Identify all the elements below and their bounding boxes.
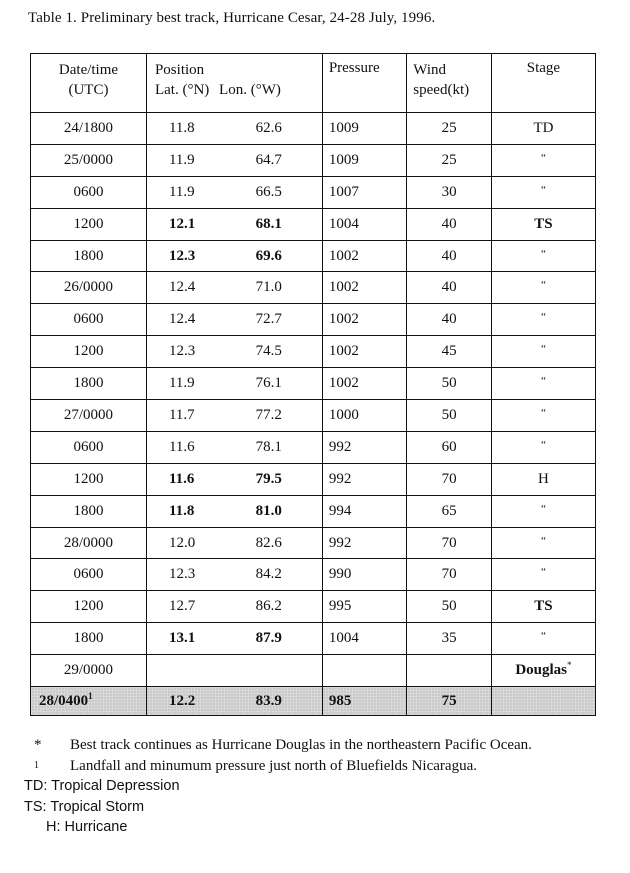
cell-lat: 13.1 xyxy=(168,630,196,647)
table-caption: Table 1. Preliminary best track, Hurricane Cesar, 24-28 July, 1996. xyxy=(28,10,436,26)
cell-stage xyxy=(491,208,595,240)
cell-stage xyxy=(491,144,595,176)
cell-wind: 65 xyxy=(407,495,492,527)
table-body xyxy=(31,113,596,716)
header-wind-line1: Wind xyxy=(413,62,447,78)
cell-pressure: 1002 xyxy=(322,368,406,400)
cell-lat: 12.1 xyxy=(168,215,196,232)
cell-wind: 40 xyxy=(407,304,492,336)
cell-stage xyxy=(491,559,595,591)
cell-lat: 11.9 xyxy=(168,183,195,200)
cell-lon: 74.5 xyxy=(255,343,282,360)
cell-pressure: 992 xyxy=(322,527,406,559)
cell-wind: 45 xyxy=(407,336,492,368)
cell-wind: 40 xyxy=(407,272,492,304)
stage-label: “ xyxy=(540,566,546,579)
cell-wind: 25 xyxy=(407,113,492,145)
cell-pressure: 1000 xyxy=(322,400,406,432)
cell-position xyxy=(146,527,322,559)
cell-datetime: 1200 xyxy=(31,591,147,623)
cell-lat: 12.4 xyxy=(168,279,196,296)
cell-lon: 77.2 xyxy=(255,406,282,423)
cell-lon: 72.7 xyxy=(255,311,282,328)
stage-label: “ xyxy=(540,502,546,515)
cell-datetime: 0600 xyxy=(31,559,147,591)
cell-pressure: 1002 xyxy=(322,336,406,368)
cell-wind: 35 xyxy=(407,623,492,655)
cell-stage xyxy=(491,113,595,145)
cell-wind: 50 xyxy=(407,368,492,400)
footnote-star xyxy=(24,735,532,756)
stage-label: “ xyxy=(540,406,546,419)
stage-label: “ xyxy=(540,247,546,260)
cell-datetime: 28/0000 xyxy=(31,527,147,559)
cell-stage xyxy=(491,623,595,655)
cell-stage xyxy=(491,304,595,336)
cell-position xyxy=(146,368,322,400)
cell-pressure: 1004 xyxy=(322,623,406,655)
cell-position xyxy=(146,400,322,432)
legend-ts: TS: Tropical Storm xyxy=(24,798,145,815)
table-row xyxy=(31,304,596,336)
cell-wind: 70 xyxy=(407,463,492,495)
cell-pressure: 1002 xyxy=(322,272,406,304)
cell-wind: 70 xyxy=(407,559,492,591)
footnote-star-mark: * xyxy=(34,737,42,753)
cell-position xyxy=(146,304,322,336)
stage-label: “ xyxy=(540,343,546,356)
stage-label: H xyxy=(538,470,549,487)
cell-lat: 11.9 xyxy=(168,151,195,168)
cell-datetime: 24/1800 xyxy=(31,113,147,145)
stage-label: TS xyxy=(534,215,553,232)
stage-label: “ xyxy=(540,375,546,388)
cell-lon: 79.5 xyxy=(255,470,282,487)
cell-lon: 69.6 xyxy=(255,247,282,264)
header-wind-line2: speed(kt) xyxy=(413,82,470,98)
cell-lon: 84.2 xyxy=(255,566,282,583)
landfall-stage xyxy=(491,687,595,716)
stage-label: “ xyxy=(540,438,546,451)
cell-datetime: 1200 xyxy=(31,336,147,368)
cell-position xyxy=(146,240,322,272)
cell-wind: 70 xyxy=(407,527,492,559)
footnotes xyxy=(24,735,532,838)
table-row xyxy=(31,655,596,687)
cell-datetime: 0600 xyxy=(31,304,147,336)
header-pressure: Pressure xyxy=(322,54,406,113)
cell-datetime: 1800 xyxy=(31,368,147,400)
cell-lon: 78.1 xyxy=(255,438,282,455)
cell-wind: 40 xyxy=(407,208,492,240)
cell-pressure: 994 xyxy=(322,495,406,527)
cell-datetime: 1800 xyxy=(31,495,147,527)
cell-stage xyxy=(491,463,595,495)
table-row xyxy=(31,431,596,463)
stage-label: “ xyxy=(540,311,546,324)
cell-lon: 87.9 xyxy=(255,630,282,647)
stage-label: “ xyxy=(540,534,546,547)
cell-datetime: 1800 xyxy=(31,240,147,272)
header-datetime-line1: Date/time xyxy=(58,62,119,78)
stage-label: “ xyxy=(540,151,546,164)
table-row xyxy=(31,591,596,623)
cell-pressure: 1004 xyxy=(322,208,406,240)
cell-datetime: 27/0000 xyxy=(31,400,147,432)
header-stage: Stage xyxy=(491,54,595,113)
cell-position xyxy=(146,336,322,368)
table-row xyxy=(31,559,596,591)
header-position xyxy=(146,54,322,113)
cell-position xyxy=(146,272,322,304)
cell-lon: 68.1 xyxy=(255,215,282,232)
table-row xyxy=(31,495,596,527)
cell-wind: 30 xyxy=(407,176,492,208)
footnote-one-text: Landfall and minumum pressure just north of Bluefields Nicaragua. xyxy=(70,757,477,774)
cell-wind: 50 xyxy=(407,591,492,623)
cell-pressure: 990 xyxy=(322,559,406,591)
cell-pressure xyxy=(322,655,406,687)
header-lon: Lon. (°W) xyxy=(219,82,281,98)
stage-label: “ xyxy=(540,183,546,196)
cell-stage xyxy=(491,368,595,400)
cell-pressure: 1002 xyxy=(322,240,406,272)
cell-lat: 12.4 xyxy=(168,311,196,328)
cell-position xyxy=(146,495,322,527)
cell-lat: 12.3 xyxy=(168,566,196,583)
cell-stage xyxy=(491,240,595,272)
landfall-datetime-text: 28/0400 xyxy=(39,692,89,709)
cell-lon: 71.0 xyxy=(255,279,282,296)
footnote-star-ref: * xyxy=(567,660,572,671)
table-row xyxy=(31,176,596,208)
landfall-wind: 75 xyxy=(407,687,492,716)
cell-stage xyxy=(491,495,595,527)
cell-position xyxy=(146,655,322,687)
cell-lat: 12.3 xyxy=(168,343,196,360)
landfall-row xyxy=(31,687,596,716)
cell-stage xyxy=(491,431,595,463)
cell-wind: 50 xyxy=(407,400,492,432)
stage-label: “ xyxy=(540,630,546,643)
cell-lat: 11.7 xyxy=(168,406,195,423)
cell-stage xyxy=(491,591,595,623)
header-position-label: Position xyxy=(154,62,205,78)
cell-datetime: 0600 xyxy=(31,431,147,463)
cell-position xyxy=(146,623,322,655)
cell-wind: 60 xyxy=(407,431,492,463)
cell-lat: 12.7 xyxy=(168,598,196,615)
table-row xyxy=(31,272,596,304)
cell-datetime: 29/0000 xyxy=(31,655,147,687)
footnote-one-mark: 1 xyxy=(34,759,39,771)
cell-position xyxy=(146,144,322,176)
cell-lon: 86.2 xyxy=(255,598,282,615)
cell-datetime: 0600 xyxy=(31,176,147,208)
legend-td: TD: Tropical Depression xyxy=(24,778,180,794)
cell-pressure: 1009 xyxy=(322,144,406,176)
cell-pressure: 992 xyxy=(322,463,406,495)
table-row xyxy=(31,144,596,176)
cell-pressure: 1007 xyxy=(322,176,406,208)
cell-position xyxy=(146,591,322,623)
stage-label: TS xyxy=(534,598,553,615)
header-wind xyxy=(407,54,492,113)
cell-stage xyxy=(491,400,595,432)
header-lat: Lat. (°N) xyxy=(154,82,210,98)
table-row xyxy=(31,527,596,559)
cell-stage xyxy=(491,272,595,304)
cell-position xyxy=(146,113,322,145)
landfall-lat: 12.2 xyxy=(168,692,196,709)
cell-position xyxy=(146,208,322,240)
cell-lat: 11.9 xyxy=(168,375,195,392)
cell-lat: 12.0 xyxy=(168,534,196,551)
cell-lat: 11.8 xyxy=(168,502,195,519)
cell-pressure: 995 xyxy=(322,591,406,623)
table-row xyxy=(31,113,596,145)
cell-pressure: 992 xyxy=(322,431,406,463)
table-row xyxy=(31,400,596,432)
cell-position xyxy=(146,431,322,463)
cell-datetime: 26/0000 xyxy=(31,272,147,304)
cell-wind xyxy=(407,655,492,687)
table-row xyxy=(31,463,596,495)
cell-lon: 81.0 xyxy=(255,502,282,519)
cell-wind: 40 xyxy=(407,240,492,272)
cell-position xyxy=(146,463,322,495)
footnote-star-text: Best track continues as Hurricane Douglas in the northeastern Pacific Ocean. xyxy=(70,737,532,753)
cell-datetime: 1200 xyxy=(31,208,147,240)
header-datetime xyxy=(31,54,147,113)
cell-lon: 76.1 xyxy=(255,375,282,392)
legend-h: H: Hurricane xyxy=(46,819,128,835)
table-row xyxy=(31,336,596,368)
cell-stage xyxy=(491,336,595,368)
cell-stage xyxy=(491,655,595,687)
stage-label: Douglas xyxy=(515,662,568,679)
stage-label: TD xyxy=(533,119,554,136)
landfall-datetime xyxy=(31,687,147,716)
cell-lon: 62.6 xyxy=(255,119,282,136)
footnote-one-ref: 1 xyxy=(88,690,93,701)
cell-position xyxy=(146,559,322,591)
landfall-position xyxy=(146,687,322,716)
cell-lon: 64.7 xyxy=(255,151,282,168)
cell-stage xyxy=(491,527,595,559)
landfall-lon: 83.9 xyxy=(255,692,282,709)
cell-datetime: 1800 xyxy=(31,623,147,655)
cell-datetime: 1200 xyxy=(31,463,147,495)
cell-datetime: 25/0000 xyxy=(31,144,147,176)
cell-lon: 82.6 xyxy=(255,534,282,551)
cell-lat: 11.6 xyxy=(168,470,195,487)
cell-stage xyxy=(491,176,595,208)
cell-lon: 66.5 xyxy=(255,183,282,200)
cell-lat: 11.8 xyxy=(168,119,195,136)
cell-pressure: 1009 xyxy=(322,113,406,145)
landfall-pressure: 985 xyxy=(322,687,406,716)
table-row xyxy=(31,368,596,400)
table-row xyxy=(31,240,596,272)
cell-wind: 25 xyxy=(407,144,492,176)
table-row xyxy=(31,623,596,655)
footnote-one xyxy=(24,756,532,777)
best-track-table xyxy=(30,53,596,716)
cell-pressure: 1002 xyxy=(322,304,406,336)
stage-label: “ xyxy=(540,279,546,292)
table-header-row xyxy=(31,54,596,113)
table-row xyxy=(31,208,596,240)
header-datetime-line2: (UTC) xyxy=(68,82,109,98)
cell-lat: 12.3 xyxy=(168,247,196,264)
cell-position xyxy=(146,176,322,208)
cell-lat: 11.6 xyxy=(168,438,195,455)
